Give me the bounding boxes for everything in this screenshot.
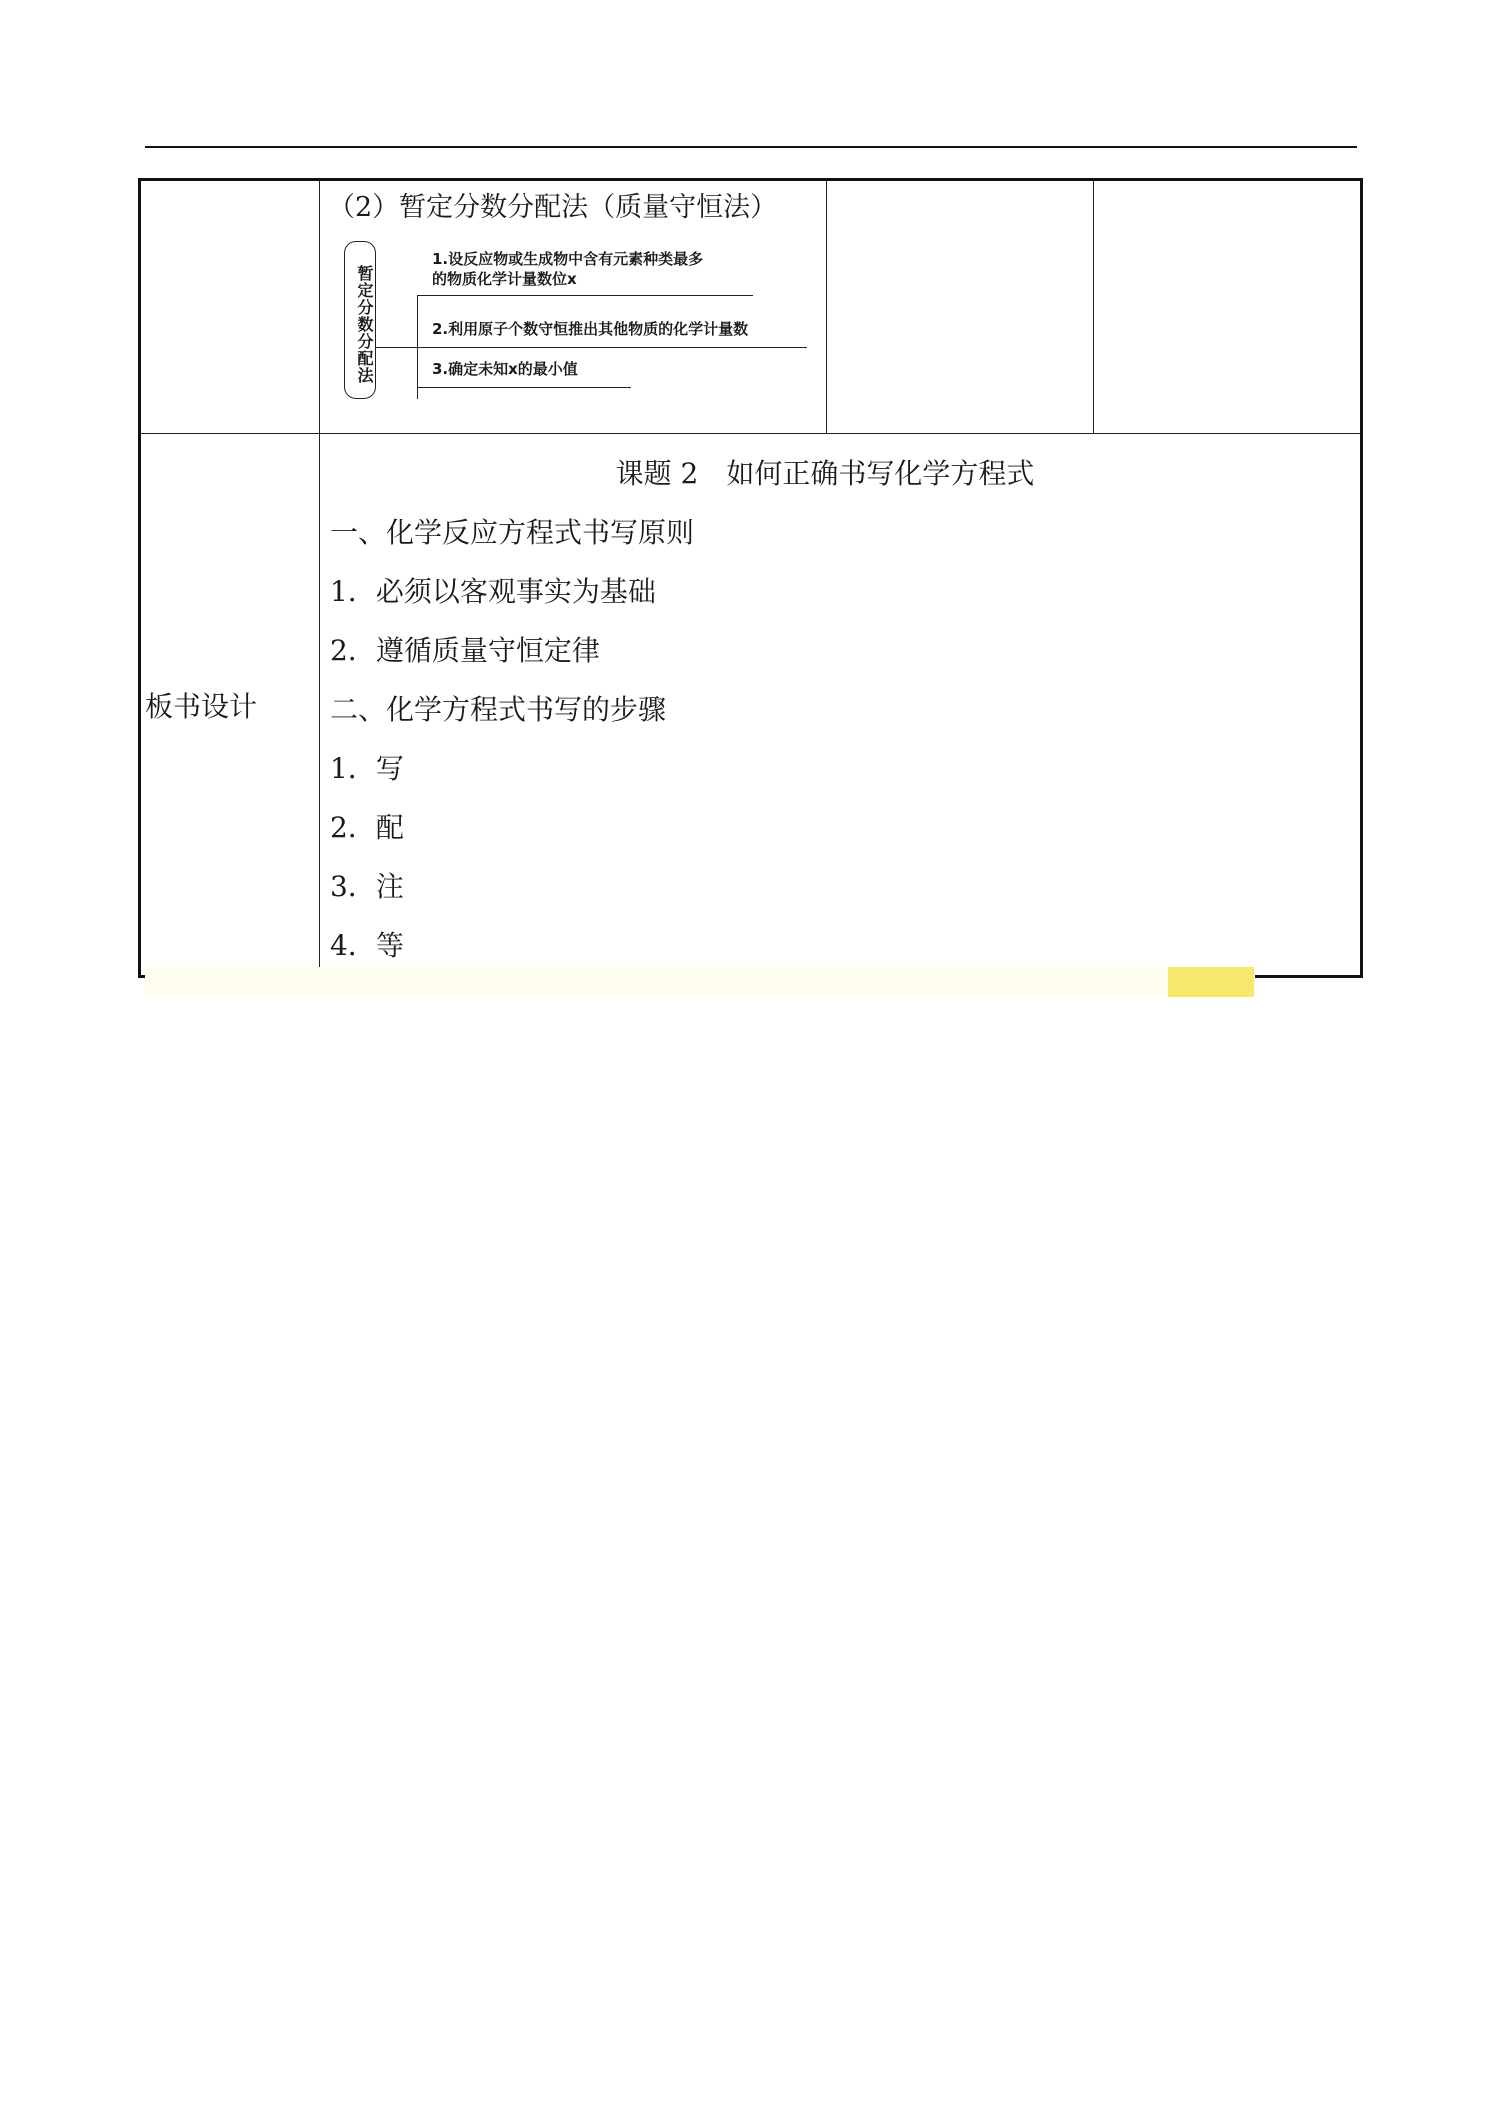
board-line: 4．等: [330, 929, 404, 962]
highlight-strip: [145, 967, 1255, 997]
diagram-box-label: 暂定分数分配法: [344, 241, 376, 399]
diagram-connector: [376, 347, 418, 348]
diagram-underline: [417, 295, 753, 296]
empty-cell: [827, 180, 1094, 434]
highlight-mark: [1168, 967, 1254, 997]
diagram-step-3: 3.确定未知x的最小值: [432, 360, 578, 378]
table-row: [140, 434, 1362, 977]
empty-cell: [1094, 180, 1362, 434]
method-diagram: [320, 231, 820, 401]
diagram-underline: [417, 347, 807, 348]
diagram-step-2: 2.利用原子个数守恒推出其他物质的化学计量数: [432, 320, 749, 338]
board-design-cell: [320, 434, 1362, 977]
board-line: 1．必须以客观事实为基础: [330, 575, 656, 608]
empty-cell: [140, 180, 320, 434]
board-line: 2．遵循质量守恒定律: [330, 634, 600, 667]
method-cell: [320, 180, 827, 434]
board-line: 1．写: [330, 752, 404, 785]
board-line: 一、化学反应方程式书写原则: [330, 516, 695, 549]
board-line: 3．注: [330, 870, 404, 903]
board-line: 2．配: [330, 811, 404, 844]
diagram-step-1-line-1: 1.设反应物或生成物中含有元素种类最多: [432, 250, 704, 268]
diagram-step-1: [432, 249, 703, 289]
board-line: 二、化学方程式书写的步骤: [330, 693, 667, 726]
section-label: 板书设计: [140, 434, 320, 977]
method-title: （2）暂定分数分配法（质量守恒法）: [328, 192, 778, 223]
board-title: 课题 2 如何正确书写化学方程式: [615, 457, 1035, 490]
table-row: [140, 180, 1362, 434]
header-rule: [145, 146, 1357, 148]
diagram-step-1-line-2: 的物质化学计量数位x: [432, 270, 577, 288]
lesson-plan-table: [138, 178, 1363, 978]
diagram-underline: [417, 387, 631, 388]
